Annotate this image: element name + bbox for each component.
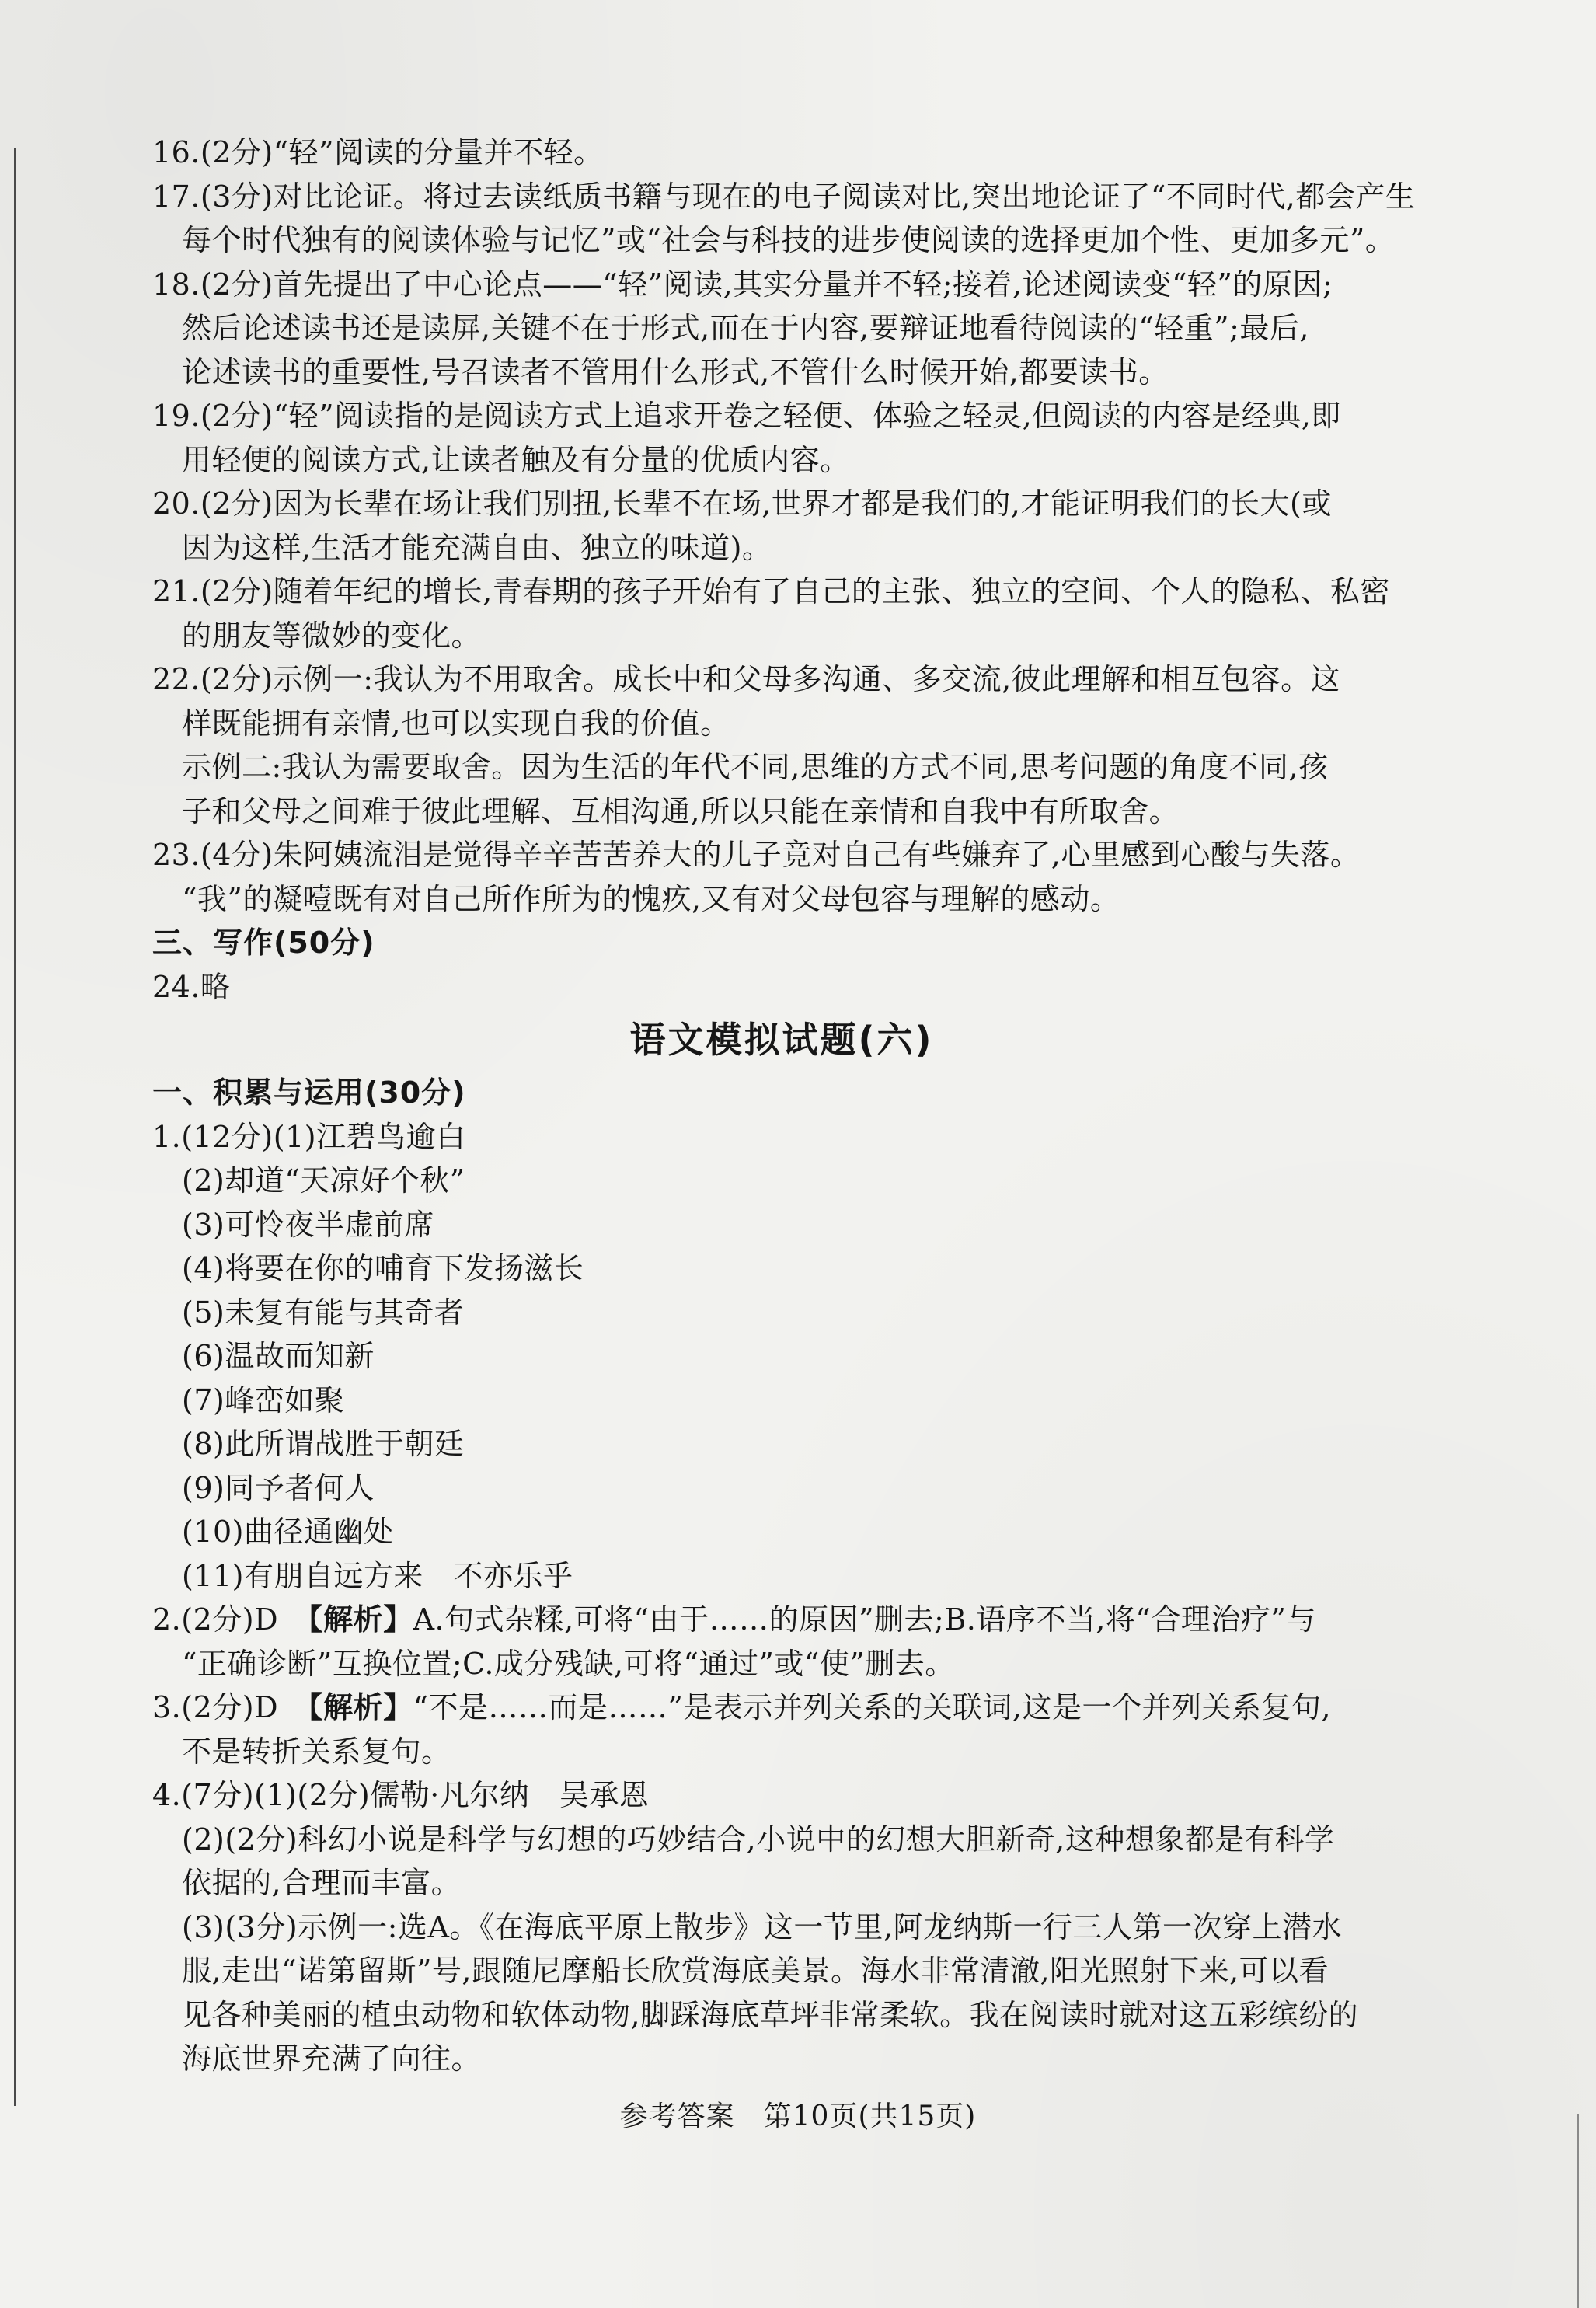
section-writing-heading: 三、写作(50分) — [152, 926, 375, 960]
answer-line: 示例二:我认为需要取舍。因为生活的年代不同,思维的方式不同,思考问题的角度不同,孩 — [182, 750, 1329, 784]
answer-line: 23.(4分)朱阿姨流泪是觉得辛辛苦苦养大的儿子竟对自己有些嫌弃了,心里感到心酸与失落。 — [152, 838, 1361, 872]
answer-line: 17.(3分)对比论证。将过去读纸质书籍与现在的电子阅读对比,突出地论证了“不同时代,都会产生 — [152, 179, 1416, 214]
q4-line: 海底世界充满了向往。 — [182, 2041, 482, 2076]
answer-line: 18.(2分)首先提出了中心论点——“轻”阅读,其实分量并不轻;接着,论述阅读变“轻”的原因; — [152, 267, 1333, 302]
q4-line: 见各种美丽的植虫动物和软体动物,脚踩海底草坪非常柔软。我在阅读时就对这五彩缤纷的 — [182, 1997, 1359, 2032]
answer-line: 19.(2分)“轻”阅读指的是阅读方式上追求开卷之轻便、体验之轻灵,但阅读的内容是经典,即 — [152, 399, 1341, 433]
answer-line: 样既能拥有亲情,也可以实现自我的价值。 — [182, 706, 730, 741]
q2-head: 2.(2分)D — [152, 1602, 308, 1637]
answer-line: 因为这样,生活才能充满自由、独立的味道)。 — [182, 530, 772, 565]
q1-item-line: (8)此所谓战胜于朝廷 — [182, 1427, 465, 1461]
q3-analysis-text: “不是……而是……”是表示并列关系的关联词,这是一个并列关系复句, — [413, 1690, 1332, 1724]
answer-line: 子和父母之间难于彼此理解、互相沟通,所以只能在亲情和自我中有所取舍。 — [182, 793, 1180, 828]
q4-line: (2)(2分)科幻小说是科学与幻想的巧妙结合,小说中的幻想大胆新奇,这种想象都是有科学 — [182, 1822, 1335, 1857]
question-3-line-2: 不是转折关系复句。 — [182, 1734, 451, 1769]
question-3-line-1 — [152, 1686, 1442, 1730]
q1-item-line: (4)将要在你的哺育下发扬滋长 — [182, 1251, 584, 1285]
answers-16-to-23 — [152, 131, 1442, 921]
q4-line: (3)(3分)示例一:选A。《在海底平原上散步》这一节里,阿龙纳斯一行三人第一次穿上潜水 — [182, 1909, 1342, 1944]
q1-item-line: (2)却道“天凉好个秋” — [182, 1163, 465, 1198]
answer-line: 16.(2分)“轻”阅读的分量并不轻。 — [152, 135, 604, 169]
page-footer: 参考答案 第10页(共15页) — [619, 2101, 977, 2132]
answer-line: 的朋友等微妙的变化。 — [182, 618, 482, 653]
q4-line: 4.(7分)(1)(2分)儒勒·凡尔纳 吴承恩 — [152, 1778, 650, 1812]
answer-line: 每个时代独有的阅读体验与记忆”或“社会与科技的进步使阅读的选择更加个性、更加多元”。 — [182, 223, 1396, 257]
answer-line: 论述读书的重要性,号召读者不管用什么形式,不管什么时候开始,都要读书。 — [182, 354, 1169, 389]
question-4-answers — [152, 1773, 1442, 2081]
q3-head: 3.(2分)D — [152, 1690, 308, 1724]
question-2-line-1 — [152, 1598, 1442, 1642]
question-1-answers — [152, 1115, 1442, 1599]
q4-line: 依据的,合理而丰富。 — [182, 1866, 462, 1900]
q1-item-line: (9)同予者何人 — [182, 1470, 375, 1505]
q3-analysis-tag: 【解析】 — [308, 1690, 413, 1724]
q1-item-line: (11)有朋自远方来 不亦乐乎 — [182, 1558, 573, 1593]
question-2-line-2: “正确诊断”互换位置;C.成分残缺,可将“通过”或“使”删去。 — [182, 1646, 955, 1681]
q2-analysis-tag: 【解析】 — [308, 1602, 413, 1637]
answer-24: 24.略 — [152, 969, 231, 1004]
answer-line: 用轻便的阅读方式,让读者触及有分量的优质内容。 — [182, 442, 850, 477]
answer-line: “我”的凝噎既有对自己所作所为的愧疚,又有对父母包容与理解的感动。 — [182, 881, 1120, 916]
answer-content — [152, 131, 1442, 2081]
answer-line: 然后论述读书还是读屏,关键不在于形式,而在于内容,要辩证地看待阅读的“轻重”;最后, — [182, 311, 1309, 345]
q4-line: 服,走出“诺第留斯”号,跟随尼摩船长欣赏海底美景。海水非常清澈,阳光照射下来,可以看 — [182, 1954, 1329, 1988]
q1-item-line: (5)未复有能与其奇者 — [182, 1295, 465, 1330]
answer-line: 22.(2分)示例一:我认为不用取舍。成长中和父母多沟通、多交流,彼此理解和相互包容。这 — [152, 662, 1341, 696]
q1-item-line: 1.(12分)(1)江碧鸟逾白 — [152, 1119, 466, 1154]
exam-title: 语文模拟试题(六) — [629, 1019, 934, 1061]
section-accumulation-heading: 一、积累与运用(30分) — [152, 1076, 466, 1110]
answer-line: 21.(2分)随着年纪的增长,青春期的孩子开始有了自己的主张、独立的空间、个人的隐私、私密 — [152, 574, 1390, 608]
q1-item-line: (6)温故而知新 — [182, 1339, 375, 1373]
left-margin-rule — [14, 148, 16, 2106]
q1-item-line: (3)可怜夜半虚前席 — [182, 1207, 434, 1242]
q1-item-line: (7)峰峦如聚 — [182, 1382, 345, 1417]
answer-line: 20.(2分)因为长辈在场让我们别扭,长辈不在场,世界才都是我们的,才能证明我们的长大(或 — [152, 486, 1332, 521]
q2-analysis-text: A.句式杂糅,可将“由于……的原因”删去;B.语序不当,将“合理治疗”与 — [413, 1602, 1316, 1637]
right-margin-rule — [1577, 2114, 1579, 2308]
q1-item-line: (10)曲径通幽处 — [182, 1515, 394, 1549]
